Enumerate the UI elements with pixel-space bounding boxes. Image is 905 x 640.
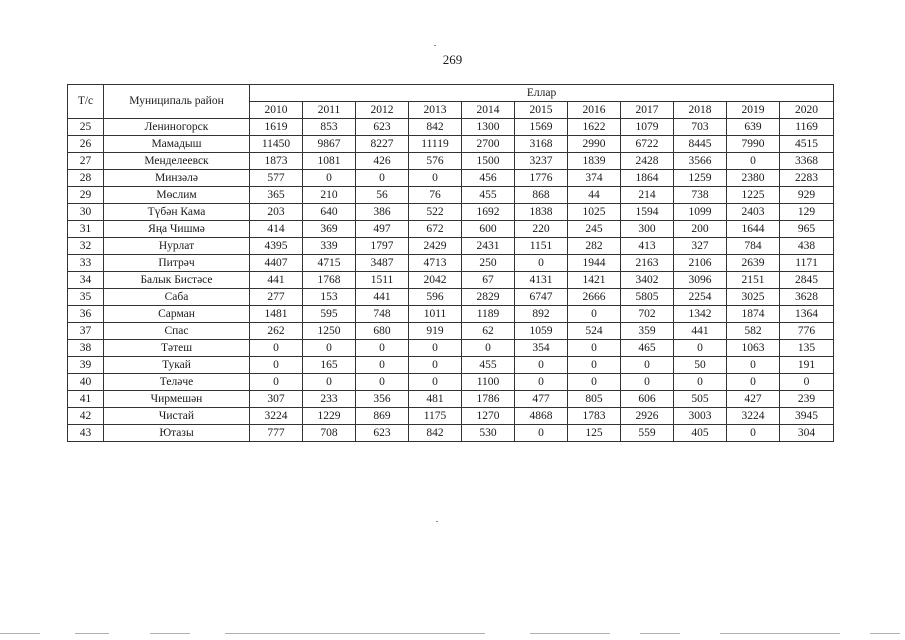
district-name: Тәтеш bbox=[104, 340, 250, 357]
value-cell: 1171 bbox=[780, 255, 834, 272]
value-cell: 1644 bbox=[727, 221, 780, 238]
value-cell: 929 bbox=[780, 187, 834, 204]
district-name: Минзәлә bbox=[104, 170, 250, 187]
value-cell: 1364 bbox=[780, 306, 834, 323]
value-cell: 1100 bbox=[462, 374, 515, 391]
value-cell: 6747 bbox=[515, 289, 568, 306]
value-cell: 703 bbox=[674, 119, 727, 136]
district-name: Балык Бистәсе bbox=[104, 272, 250, 289]
value-cell: 3003 bbox=[674, 408, 727, 425]
value-cell: 129 bbox=[780, 204, 834, 221]
table-body bbox=[68, 119, 834, 442]
value-cell: 708 bbox=[303, 425, 356, 442]
value-cell: 4407 bbox=[250, 255, 303, 272]
value-cell: 4868 bbox=[515, 408, 568, 425]
district-name: Мөслим bbox=[104, 187, 250, 204]
value-cell: 1786 bbox=[462, 391, 515, 408]
value-cell: 0 bbox=[568, 306, 621, 323]
value-cell: 0 bbox=[568, 374, 621, 391]
scan-speck bbox=[436, 521, 438, 522]
value-cell: 0 bbox=[568, 340, 621, 357]
value-cell: 50 bbox=[674, 357, 727, 374]
value-cell: 0 bbox=[515, 255, 568, 272]
value-cell: 577 bbox=[250, 170, 303, 187]
value-cell: 0 bbox=[727, 374, 780, 391]
value-cell: 1864 bbox=[621, 170, 674, 187]
district-name: Лениногорск bbox=[104, 119, 250, 136]
value-cell: 805 bbox=[568, 391, 621, 408]
value-cell: 0 bbox=[727, 425, 780, 442]
value-cell: 1300 bbox=[462, 119, 515, 136]
value-cell: 0 bbox=[568, 357, 621, 374]
row-number: 42 bbox=[68, 408, 104, 425]
value-cell: 239 bbox=[780, 391, 834, 408]
value-cell: 56 bbox=[356, 187, 409, 204]
value-cell: 3237 bbox=[515, 153, 568, 170]
value-cell: 354 bbox=[515, 340, 568, 357]
value-cell: 3025 bbox=[727, 289, 780, 306]
value-cell: 0 bbox=[621, 374, 674, 391]
value-cell: 497 bbox=[356, 221, 409, 238]
value-cell: 8227 bbox=[356, 136, 409, 153]
value-cell: 1175 bbox=[409, 408, 462, 425]
value-cell: 582 bbox=[727, 323, 780, 340]
value-cell: 2106 bbox=[674, 255, 727, 272]
value-cell: 1839 bbox=[568, 153, 621, 170]
value-cell: 623 bbox=[356, 425, 409, 442]
scan-speck bbox=[434, 45, 436, 46]
year-header-2017: 2017 bbox=[621, 102, 674, 119]
value-cell: 0 bbox=[515, 357, 568, 374]
value-cell: 191 bbox=[780, 357, 834, 374]
value-cell: 245 bbox=[568, 221, 621, 238]
year-header-2019: 2019 bbox=[727, 102, 780, 119]
district-name: Спас bbox=[104, 323, 250, 340]
value-cell: 524 bbox=[568, 323, 621, 340]
value-cell: 165 bbox=[303, 357, 356, 374]
footer-rule bbox=[225, 633, 485, 634]
value-cell: 1270 bbox=[462, 408, 515, 425]
district-name: Тукай bbox=[104, 357, 250, 374]
value-cell: 6722 bbox=[621, 136, 674, 153]
year-header-2010: 2010 bbox=[250, 102, 303, 119]
value-cell: 0 bbox=[727, 357, 780, 374]
value-cell: 0 bbox=[356, 374, 409, 391]
value-cell: 1151 bbox=[515, 238, 568, 255]
value-cell: 413 bbox=[621, 238, 674, 255]
table-row bbox=[68, 204, 834, 221]
district-name: Менделеевск bbox=[104, 153, 250, 170]
value-cell: 1229 bbox=[303, 408, 356, 425]
district-name: Түбән Кама bbox=[104, 204, 250, 221]
value-cell: 3628 bbox=[780, 289, 834, 306]
value-cell: 220 bbox=[515, 221, 568, 238]
footer-rule bbox=[640, 633, 680, 634]
district-name: Мамадыш bbox=[104, 136, 250, 153]
value-cell: 0 bbox=[674, 340, 727, 357]
value-cell: 386 bbox=[356, 204, 409, 221]
value-cell: 2428 bbox=[621, 153, 674, 170]
value-cell: 3368 bbox=[780, 153, 834, 170]
value-cell: 0 bbox=[356, 357, 409, 374]
value-cell: 233 bbox=[303, 391, 356, 408]
value-cell: 2163 bbox=[621, 255, 674, 272]
value-cell: 784 bbox=[727, 238, 780, 255]
value-cell: 0 bbox=[674, 374, 727, 391]
value-cell: 0 bbox=[303, 170, 356, 187]
value-cell: 2429 bbox=[409, 238, 462, 255]
value-cell: 919 bbox=[409, 323, 462, 340]
column-header-district: Муниципаль район bbox=[104, 85, 250, 119]
value-cell: 0 bbox=[303, 340, 356, 357]
value-cell: 11450 bbox=[250, 136, 303, 153]
value-cell: 965 bbox=[780, 221, 834, 238]
year-header-2016: 2016 bbox=[568, 102, 621, 119]
value-cell: 210 bbox=[303, 187, 356, 204]
row-number: 35 bbox=[68, 289, 104, 306]
value-cell: 0 bbox=[409, 170, 462, 187]
value-cell: 4131 bbox=[515, 272, 568, 289]
value-cell: 277 bbox=[250, 289, 303, 306]
table-row bbox=[68, 306, 834, 323]
value-cell: 405 bbox=[674, 425, 727, 442]
value-cell: 427 bbox=[727, 391, 780, 408]
value-cell: 640 bbox=[303, 204, 356, 221]
value-cell: 2151 bbox=[727, 272, 780, 289]
value-cell: 339 bbox=[303, 238, 356, 255]
footer-rule bbox=[0, 633, 40, 634]
value-cell: 11119 bbox=[409, 136, 462, 153]
value-cell: 1569 bbox=[515, 119, 568, 136]
district-name: Теләче bbox=[104, 374, 250, 391]
value-cell: 76 bbox=[409, 187, 462, 204]
row-number: 39 bbox=[68, 357, 104, 374]
footer-rule bbox=[150, 633, 190, 634]
value-cell: 842 bbox=[409, 119, 462, 136]
value-cell: 1783 bbox=[568, 408, 621, 425]
row-number: 40 bbox=[68, 374, 104, 391]
value-cell: 441 bbox=[356, 289, 409, 306]
footer-rule bbox=[720, 633, 840, 634]
row-number: 30 bbox=[68, 204, 104, 221]
table-row bbox=[68, 170, 834, 187]
district-name: Яңа Чишмә bbox=[104, 221, 250, 238]
value-cell: 4515 bbox=[780, 136, 834, 153]
value-cell: 414 bbox=[250, 221, 303, 238]
row-number: 37 bbox=[68, 323, 104, 340]
value-cell: 2042 bbox=[409, 272, 462, 289]
value-cell: 307 bbox=[250, 391, 303, 408]
value-cell: 1169 bbox=[780, 119, 834, 136]
table-row bbox=[68, 425, 834, 442]
value-cell: 455 bbox=[462, 187, 515, 204]
data-table bbox=[67, 84, 834, 442]
value-cell: 1622 bbox=[568, 119, 621, 136]
value-cell: 680 bbox=[356, 323, 409, 340]
value-cell: 3168 bbox=[515, 136, 568, 153]
row-number: 28 bbox=[68, 170, 104, 187]
value-cell: 0 bbox=[621, 357, 674, 374]
table-row bbox=[68, 187, 834, 204]
value-cell: 250 bbox=[462, 255, 515, 272]
table-row bbox=[68, 357, 834, 374]
table-row bbox=[68, 119, 834, 136]
value-cell: 0 bbox=[727, 153, 780, 170]
value-cell: 438 bbox=[780, 238, 834, 255]
district-name: Питрәч bbox=[104, 255, 250, 272]
year-header-2014: 2014 bbox=[462, 102, 515, 119]
value-cell: 0 bbox=[409, 340, 462, 357]
value-cell: 2403 bbox=[727, 204, 780, 221]
value-cell: 2829 bbox=[462, 289, 515, 306]
row-number: 43 bbox=[68, 425, 104, 442]
year-header-2018: 2018 bbox=[674, 102, 727, 119]
value-cell: 0 bbox=[250, 357, 303, 374]
value-cell: 1421 bbox=[568, 272, 621, 289]
value-cell: 282 bbox=[568, 238, 621, 255]
value-cell: 426 bbox=[356, 153, 409, 170]
table-row bbox=[68, 374, 834, 391]
value-cell: 559 bbox=[621, 425, 674, 442]
value-cell: 596 bbox=[409, 289, 462, 306]
value-cell: 0 bbox=[356, 170, 409, 187]
row-number: 26 bbox=[68, 136, 104, 153]
value-cell: 576 bbox=[409, 153, 462, 170]
value-cell: 4395 bbox=[250, 238, 303, 255]
value-cell: 62 bbox=[462, 323, 515, 340]
value-cell: 1692 bbox=[462, 204, 515, 221]
value-cell: 2845 bbox=[780, 272, 834, 289]
value-cell: 1873 bbox=[250, 153, 303, 170]
value-cell: 4713 bbox=[409, 255, 462, 272]
value-cell: 455 bbox=[462, 357, 515, 374]
table-row bbox=[68, 221, 834, 238]
row-number: 27 bbox=[68, 153, 104, 170]
value-cell: 67 bbox=[462, 272, 515, 289]
footer-rule bbox=[75, 633, 109, 634]
row-number: 31 bbox=[68, 221, 104, 238]
value-cell: 2254 bbox=[674, 289, 727, 306]
value-cell: 2700 bbox=[462, 136, 515, 153]
value-cell: 522 bbox=[409, 204, 462, 221]
value-cell: 2990 bbox=[568, 136, 621, 153]
table-row bbox=[68, 136, 834, 153]
value-cell: 5805 bbox=[621, 289, 674, 306]
value-cell: 214 bbox=[621, 187, 674, 204]
value-cell: 1797 bbox=[356, 238, 409, 255]
value-cell: 135 bbox=[780, 340, 834, 357]
value-cell: 777 bbox=[250, 425, 303, 442]
value-cell: 359 bbox=[621, 323, 674, 340]
value-cell: 9867 bbox=[303, 136, 356, 153]
value-cell: 1342 bbox=[674, 306, 727, 323]
value-cell: 1079 bbox=[621, 119, 674, 136]
value-cell: 1225 bbox=[727, 187, 780, 204]
value-cell: 1481 bbox=[250, 306, 303, 323]
value-cell: 1776 bbox=[515, 170, 568, 187]
value-cell: 1063 bbox=[727, 340, 780, 357]
value-cell: 748 bbox=[356, 306, 409, 323]
district-name: Чистай bbox=[104, 408, 250, 425]
value-cell: 374 bbox=[568, 170, 621, 187]
value-cell: 441 bbox=[674, 323, 727, 340]
value-cell: 3224 bbox=[250, 408, 303, 425]
row-number: 25 bbox=[68, 119, 104, 136]
row-number: 32 bbox=[68, 238, 104, 255]
value-cell: 1874 bbox=[727, 306, 780, 323]
column-header-years: Еллар bbox=[250, 85, 834, 102]
value-cell: 1081 bbox=[303, 153, 356, 170]
district-name: Чирмешән bbox=[104, 391, 250, 408]
value-cell: 600 bbox=[462, 221, 515, 238]
value-cell: 153 bbox=[303, 289, 356, 306]
row-number: 38 bbox=[68, 340, 104, 357]
table-row bbox=[68, 391, 834, 408]
value-cell: 1594 bbox=[621, 204, 674, 221]
value-cell: 365 bbox=[250, 187, 303, 204]
value-cell: 7990 bbox=[727, 136, 780, 153]
value-cell: 0 bbox=[515, 374, 568, 391]
value-cell: 0 bbox=[250, 340, 303, 357]
value-cell: 1011 bbox=[409, 306, 462, 323]
year-header-2015: 2015 bbox=[515, 102, 568, 119]
table-row bbox=[68, 323, 834, 340]
value-cell: 0 bbox=[356, 340, 409, 357]
value-cell: 125 bbox=[568, 425, 621, 442]
value-cell: 327 bbox=[674, 238, 727, 255]
year-header-2012: 2012 bbox=[356, 102, 409, 119]
value-cell: 672 bbox=[409, 221, 462, 238]
value-cell: 868 bbox=[515, 187, 568, 204]
district-name: Саба bbox=[104, 289, 250, 306]
value-cell: 3487 bbox=[356, 255, 409, 272]
value-cell: 0 bbox=[409, 374, 462, 391]
value-cell: 702 bbox=[621, 306, 674, 323]
value-cell: 3945 bbox=[780, 408, 834, 425]
value-cell: 1250 bbox=[303, 323, 356, 340]
value-cell: 356 bbox=[356, 391, 409, 408]
value-cell: 738 bbox=[674, 187, 727, 204]
value-cell: 869 bbox=[356, 408, 409, 425]
value-cell: 203 bbox=[250, 204, 303, 221]
page-number: 269 bbox=[442, 52, 463, 67]
value-cell: 200 bbox=[674, 221, 727, 238]
value-cell: 4715 bbox=[303, 255, 356, 272]
footer-rule bbox=[870, 633, 900, 634]
value-cell: 262 bbox=[250, 323, 303, 340]
row-number: 33 bbox=[68, 255, 104, 272]
value-cell: 0 bbox=[303, 374, 356, 391]
value-cell: 481 bbox=[409, 391, 462, 408]
value-cell: 1500 bbox=[462, 153, 515, 170]
table-row bbox=[68, 340, 834, 357]
value-cell: 0 bbox=[250, 374, 303, 391]
row-number: 36 bbox=[68, 306, 104, 323]
table-row bbox=[68, 408, 834, 425]
value-cell: 0 bbox=[780, 374, 834, 391]
row-number: 34 bbox=[68, 272, 104, 289]
value-cell: 892 bbox=[515, 306, 568, 323]
value-cell: 300 bbox=[621, 221, 674, 238]
value-cell: 1059 bbox=[515, 323, 568, 340]
value-cell: 369 bbox=[303, 221, 356, 238]
footer-rule bbox=[530, 633, 610, 634]
value-cell: 456 bbox=[462, 170, 515, 187]
value-cell: 441 bbox=[250, 272, 303, 289]
table-row bbox=[68, 255, 834, 272]
value-cell: 606 bbox=[621, 391, 674, 408]
value-cell: 0 bbox=[409, 357, 462, 374]
value-cell: 8445 bbox=[674, 136, 727, 153]
value-cell: 639 bbox=[727, 119, 780, 136]
value-cell: 0 bbox=[515, 425, 568, 442]
value-cell: 1259 bbox=[674, 170, 727, 187]
value-cell: 853 bbox=[303, 119, 356, 136]
district-name: Ютазы bbox=[104, 425, 250, 442]
column-header-number: Т/с bbox=[68, 85, 104, 119]
value-cell: 2283 bbox=[780, 170, 834, 187]
table-row bbox=[68, 272, 834, 289]
value-cell: 2380 bbox=[727, 170, 780, 187]
value-cell: 595 bbox=[303, 306, 356, 323]
value-cell: 2431 bbox=[462, 238, 515, 255]
year-header-2011: 2011 bbox=[303, 102, 356, 119]
value-cell: 623 bbox=[356, 119, 409, 136]
value-cell: 505 bbox=[674, 391, 727, 408]
value-cell: 304 bbox=[780, 425, 834, 442]
row-number: 29 bbox=[68, 187, 104, 204]
value-cell: 2926 bbox=[621, 408, 674, 425]
value-cell: 1838 bbox=[515, 204, 568, 221]
value-cell: 0 bbox=[462, 340, 515, 357]
year-header-2013: 2013 bbox=[409, 102, 462, 119]
value-cell: 3566 bbox=[674, 153, 727, 170]
table-row bbox=[68, 153, 834, 170]
value-cell: 1619 bbox=[250, 119, 303, 136]
year-header-2020: 2020 bbox=[780, 102, 834, 119]
district-name: Нурлат bbox=[104, 238, 250, 255]
value-cell: 776 bbox=[780, 323, 834, 340]
value-cell: 3402 bbox=[621, 272, 674, 289]
value-cell: 2639 bbox=[727, 255, 780, 272]
value-cell: 477 bbox=[515, 391, 568, 408]
table-row bbox=[68, 289, 834, 306]
value-cell: 1768 bbox=[303, 272, 356, 289]
value-cell: 1189 bbox=[462, 306, 515, 323]
value-cell: 44 bbox=[568, 187, 621, 204]
value-cell: 530 bbox=[462, 425, 515, 442]
value-cell: 2666 bbox=[568, 289, 621, 306]
value-cell: 465 bbox=[621, 340, 674, 357]
value-cell: 3224 bbox=[727, 408, 780, 425]
value-cell: 1511 bbox=[356, 272, 409, 289]
value-cell: 1025 bbox=[568, 204, 621, 221]
value-cell: 3096 bbox=[674, 272, 727, 289]
district-name: Сарман bbox=[104, 306, 250, 323]
value-cell: 842 bbox=[409, 425, 462, 442]
value-cell: 1099 bbox=[674, 204, 727, 221]
row-number: 41 bbox=[68, 391, 104, 408]
table-row bbox=[68, 238, 834, 255]
value-cell: 1944 bbox=[568, 255, 621, 272]
